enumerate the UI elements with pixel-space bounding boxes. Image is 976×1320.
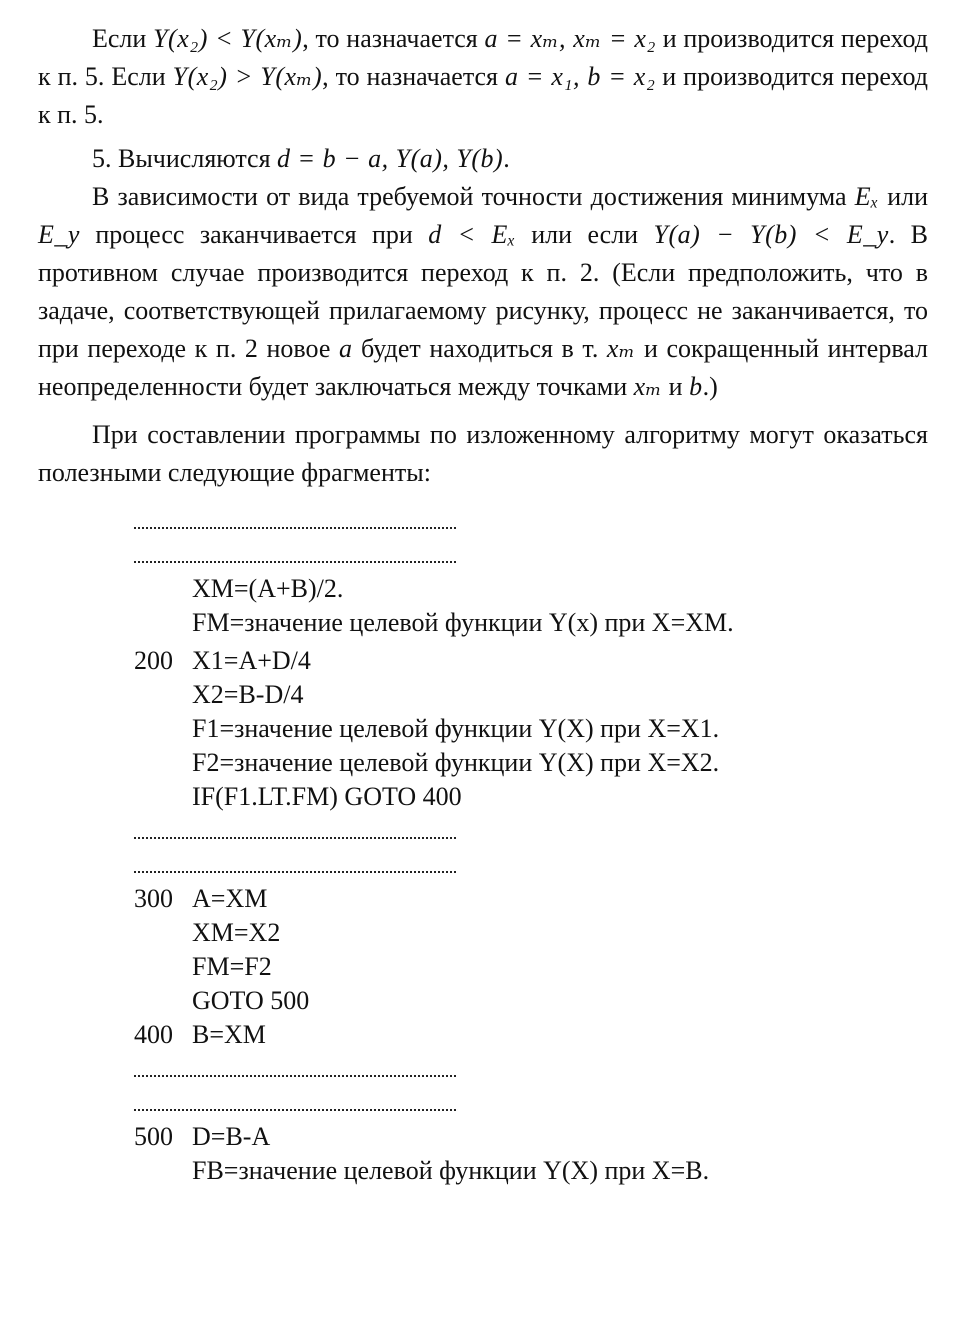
line-label: 200 — [134, 646, 173, 675]
code-statement: FB=значение целевой функции Y(X) при X=B. — [192, 1156, 710, 1185]
paragraph-condition — [38, 20, 928, 134]
text: При составлении программы по изложенному алгоритму могут оказаться полезными следующие фрагменты: — [38, 420, 928, 487]
code-line — [38, 570, 928, 604]
formula: a — [338, 334, 353, 363]
text: . — [503, 144, 510, 173]
formula: d = b − a, Y(a), Y(b) — [277, 144, 504, 173]
code-statement: XM=X2 — [192, 918, 281, 947]
code-line — [38, 1152, 928, 1186]
formula: xₘ — [606, 334, 636, 363]
text: будет находиться в т. — [352, 334, 607, 363]
line-label: 300 — [134, 884, 173, 913]
code-line — [38, 676, 928, 710]
formula: Eₓ — [854, 182, 880, 211]
text: и производится переход к п. 5. — [38, 62, 929, 129]
code-line — [38, 982, 928, 1016]
code-statement: GOTO 500 — [192, 986, 310, 1015]
text: , то назначается — [322, 62, 505, 91]
text: и — [662, 372, 690, 401]
code-statement: XM=(A+B)/2. — [192, 574, 344, 603]
paragraph-step-5 — [38, 140, 928, 178]
text: и производится переход к п. 5. Если — [38, 24, 929, 91]
ellipsis-line — [134, 812, 928, 846]
text: или если — [515, 220, 654, 249]
code-line — [38, 914, 928, 948]
text: , то назначается — [302, 24, 485, 53]
code-statement: B=XM — [192, 1020, 266, 1049]
line-label: 400 — [134, 1020, 173, 1049]
ellipsis-line — [134, 502, 928, 536]
code-listing — [38, 502, 928, 1186]
code-line — [38, 642, 928, 676]
code-statement: D=B-A — [192, 1122, 271, 1151]
formula: Y(x₂) < Y(xₘ) — [153, 24, 303, 53]
text: . В противном случае производится переход к п. 2. (Если предположить, что в задаче, соответствующей прилагаемому рисунку, процесс не заканчивается, то при переходе к п. 2 новое — [38, 220, 929, 363]
code-statement: F1=значение целевой функции Y(X) при X=X1. — [192, 714, 720, 743]
paragraph-fragments-intro — [38, 416, 928, 492]
formula: a = xₘ, xₘ = x₂ — [484, 24, 656, 53]
code-line — [38, 1016, 928, 1050]
code-line — [38, 744, 928, 778]
code-statement: IF(F1.LT.FM) GOTO 400 — [192, 782, 462, 811]
text: процесс заканчивается при — [79, 220, 429, 249]
code-line — [38, 778, 928, 812]
code-line — [38, 1118, 928, 1152]
formula: xₘ — [633, 372, 663, 401]
formula: d < Eₓ — [428, 220, 516, 249]
code-line — [38, 948, 928, 982]
formula: Y(a) − Y(b) < E_y — [653, 220, 889, 249]
ellipsis-line — [134, 846, 928, 880]
code-statement: X2=B-D/4 — [192, 680, 304, 709]
code-statement: A=XM — [192, 884, 268, 913]
code-statement: X1=A+D/4 — [192, 646, 311, 675]
paragraph-accuracy — [38, 178, 928, 406]
text: .) — [702, 372, 718, 401]
text: или — [879, 182, 928, 211]
code-statement: F2=значение целевой функции Y(X) при X=X2. — [192, 748, 720, 777]
text: 5. Вычисляются — [92, 144, 278, 173]
text: и сокращенный интервал неопределенности будет заключаться между точками — [38, 334, 928, 401]
formula: Y(x₂) > Y(xₘ) — [172, 62, 323, 91]
code-statement: FM=значение целевой функции Y(x) при X=XM. — [192, 608, 734, 637]
text: Если — [92, 24, 154, 53]
line-label: 500 — [134, 1122, 173, 1151]
code-line — [38, 604, 928, 642]
formula: E_y — [38, 220, 80, 249]
code-statement: FM=F2 — [192, 952, 272, 981]
code-line — [38, 710, 928, 744]
code-line — [38, 880, 928, 914]
text: В зависимости от вида требуемой точности достижения минимума — [92, 182, 855, 211]
formula: a = x₁, b = x₂ — [504, 62, 656, 91]
ellipsis-line — [134, 536, 928, 570]
ellipsis-line — [134, 1084, 928, 1118]
formula: b — [689, 372, 703, 401]
ellipsis-line — [134, 1050, 928, 1084]
